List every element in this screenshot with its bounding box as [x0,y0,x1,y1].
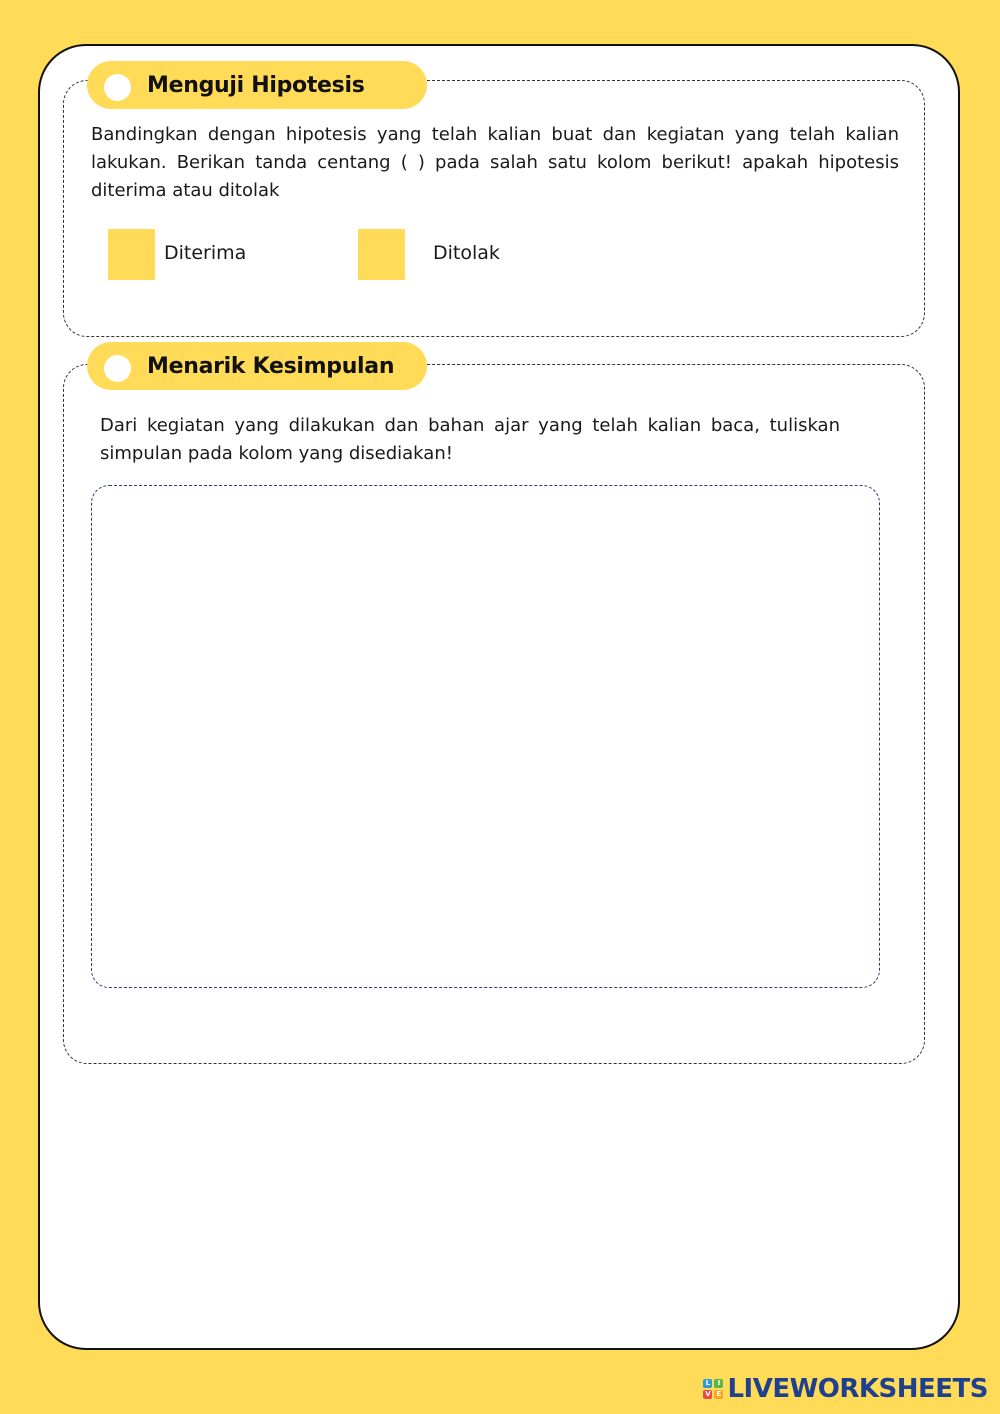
conclusion-title: Menarik Kesimpulan [147,353,395,379]
bullet-dot-icon [104,74,131,101]
logo-tile: E [714,1390,723,1399]
conclusion-instruction: Dari kegiatan yang dilakukan dan bahan ajar yang telah kalian baca, tuliskan simpulan pada kolom yang disediakan! [100,415,840,464]
conclusion-answer-field[interactable] [91,485,880,988]
rejected-label: Ditolak [433,242,500,264]
liveworksheets-logo [703,1374,988,1404]
bullet-dot-icon [104,355,131,382]
hypothesis-title-pill [87,61,427,109]
logo-tile: L [703,1379,712,1388]
brand-name: LIVEWORKSHEETS [727,1374,988,1404]
hypothesis-instruction: Bandingkan dengan hipotesis yang telah kalian buat dan kegiatan yang telah kalian lakukan. Berikan tanda centang ( ) pada salah satu kolom berikut! apakah hipotesis diterima atau ditolak [91,124,899,201]
rejected-checkbox[interactable] [358,229,405,280]
hypothesis-title: Menguji Hipotesis [147,72,365,98]
accepted-label: Diterima [164,242,247,264]
hypothesis-section [63,80,925,337]
logo-tile: V [705,1390,711,1398]
accepted-checkbox[interactable] [108,229,155,280]
conclusion-title-pill [87,342,427,390]
logo-tiles-icon [703,1379,723,1399]
logo-tile: I [714,1379,723,1388]
